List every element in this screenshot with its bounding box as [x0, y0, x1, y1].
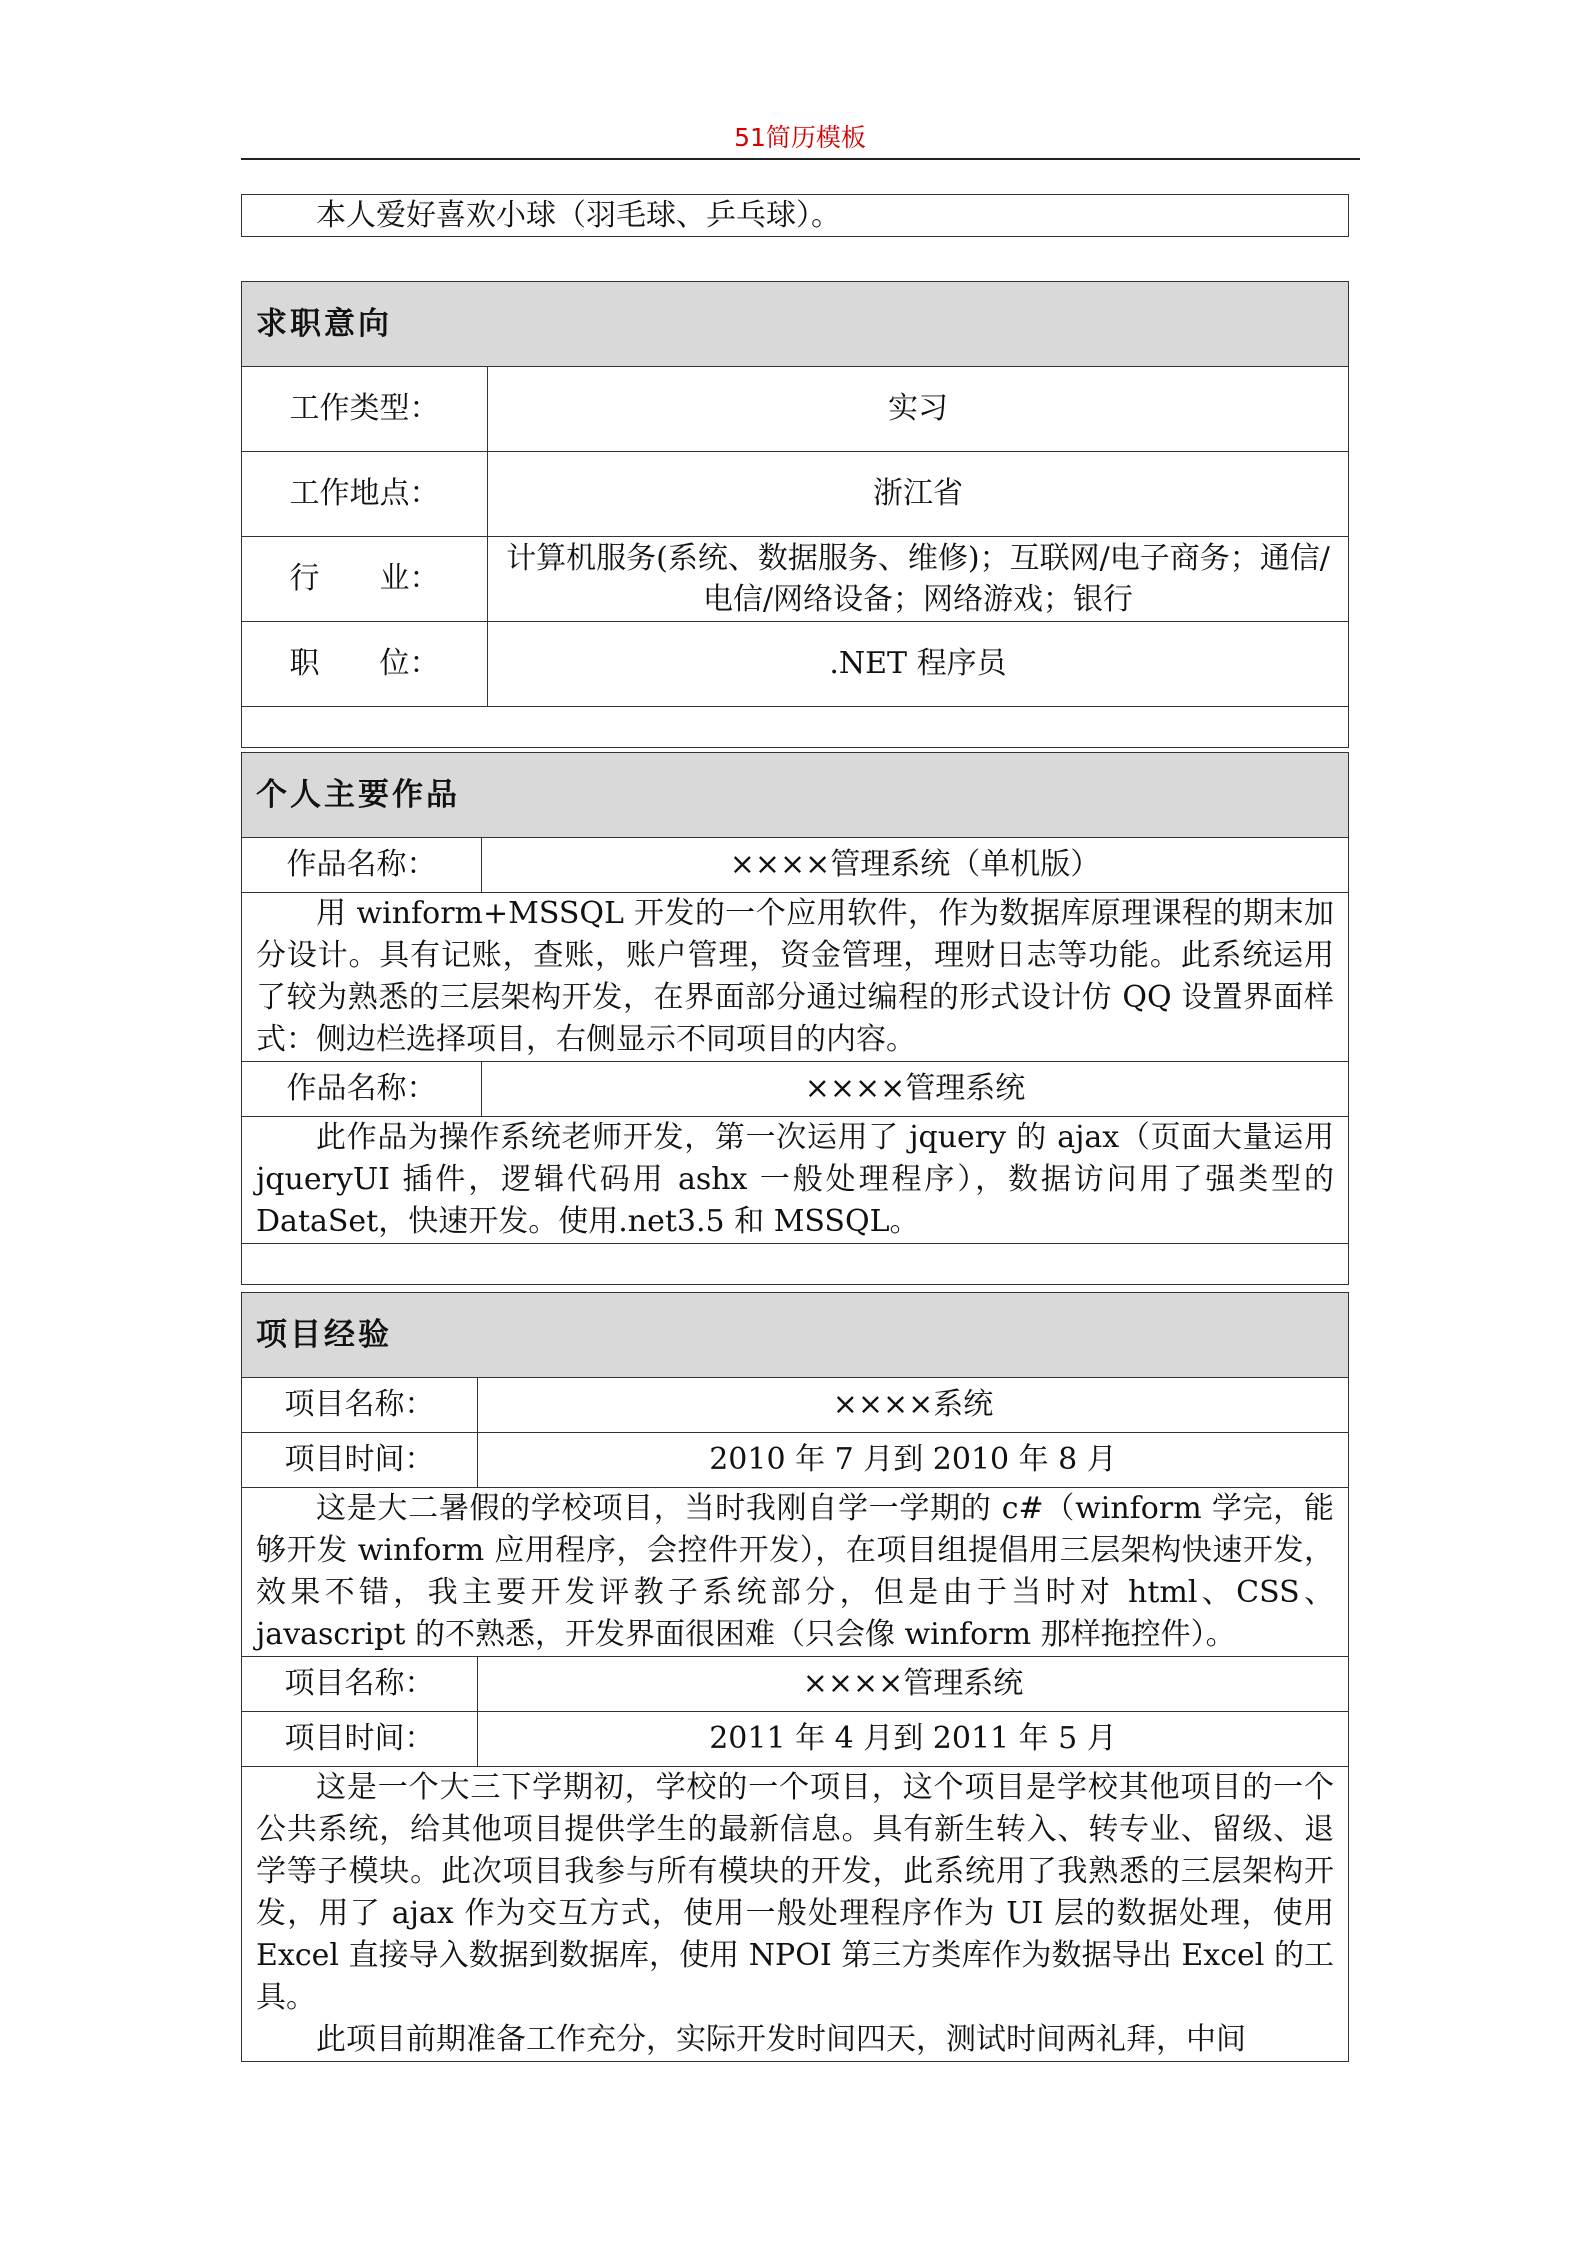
industry-value: 计算机服务(系统、数据服务、维修)；互联网/电子商务；通信/电信/网络设备；网络游戏；银行 — [488, 537, 1349, 622]
hobby-table — [241, 194, 1349, 237]
position-label: 职 位： — [242, 622, 488, 707]
project-2-description-p1: 这是一个大三下学期初，学校的一个项目，这个项目是学校其他项目的一个公共系统，给其他项目提供学生的最新信息。具有新生转入、转专业、留级、退学等子模块。此次项目我参与所有模块的开发，此系统用了我熟悉的三层架构开发，用了 ajax 作为交互方式，使用一般处理程序作为 UI 层的数据处理，使用 Excel 直接导入数据到数据库，使用 NPOI 第三方类库作为数据导出 Excel 的工具。 — [256, 1770, 1334, 2015]
section-title-works: 个人主要作品 — [242, 753, 1349, 838]
work-1-description: 用 winform+MSSQL 开发的一个应用软件，作为数据库原理课程的期末加分设计。具有记账，查账，账户管理，资金管理，理财日志等功能。此系统运用了较为熟悉的三层架构开发，在界面部分通过编程的形式设计仿 QQ 设置界面样式：侧边栏选择项目，右侧显示不同项目的内容。 — [242, 893, 1349, 1062]
work-1-name: ××××管理系统（单机版） — [482, 838, 1349, 893]
project-1-description: 这是大二暑假的学校项目，当时我刚自学一学期的 c#（winform 学完，能够开发 winform 应用程序，会控件开发），在项目组提倡用三层架构快速开发，效果不错，我主要开发评教子系统部分，但是由于当时对 html、CSS、javascript 的不熟悉，开发界面很困难（只会像 winform 那样拖控件）。 — [242, 1488, 1349, 1657]
work-2-label: 作品名称： — [242, 1062, 482, 1117]
hobby-text: 本人爱好喜欢小球（羽毛球、乒乓球）。 — [242, 195, 1349, 237]
job-intention-table — [241, 281, 1349, 748]
project-2-description-p2: 此项目前期准备工作充分，实际开发时间四天，测试时间两礼拜，中间 — [316, 2022, 1246, 2057]
work-1-label: 作品名称： — [242, 838, 482, 893]
job-type-label: 工作类型： — [242, 367, 488, 452]
project-1-time: 2010 年 7 月到 2010 年 8 月 — [478, 1433, 1349, 1488]
section-title-job-intention: 求职意向 — [242, 282, 1349, 367]
project-2-time: 2011 年 4 月到 2011 年 5 月 — [478, 1712, 1349, 1767]
position-value: .NET 程序员 — [488, 622, 1349, 707]
project-1-name: ××××系统 — [478, 1378, 1349, 1433]
projects-table — [241, 1292, 1349, 2062]
page-header-title: 51简历模板 — [734, 123, 866, 152]
job-location-value: 浙江省 — [488, 452, 1349, 537]
project-2-description — [242, 1767, 1349, 2062]
project-2-name: ××××管理系统 — [478, 1657, 1349, 1712]
project-1-name-label: 项目名称： — [242, 1378, 478, 1433]
spacer-row — [242, 707, 1349, 748]
job-type-value: 实习 — [488, 367, 1349, 452]
header-divider — [241, 158, 1360, 160]
project-2-time-label: 项目时间： — [242, 1712, 478, 1767]
project-2-name-label: 项目名称： — [242, 1657, 478, 1712]
industry-label: 行 业： — [242, 537, 488, 622]
spacer-row — [242, 1244, 1349, 1285]
work-2-description: 此作品为操作系统老师开发，第一次运用了 jquery 的 ajax（页面大量运用 jqueryUI 插件，逻辑代码用 ashx 一般处理程序），数据访问用了强类型的 DataSet，快速开发。使用.net3.5 和 MSSQL。 — [242, 1117, 1349, 1244]
job-location-label: 工作地点： — [242, 452, 488, 537]
project-1-time-label: 项目时间： — [242, 1433, 478, 1488]
section-title-projects: 项目经验 — [242, 1293, 1349, 1378]
works-table — [241, 752, 1349, 1285]
work-2-name: ××××管理系统 — [482, 1062, 1349, 1117]
